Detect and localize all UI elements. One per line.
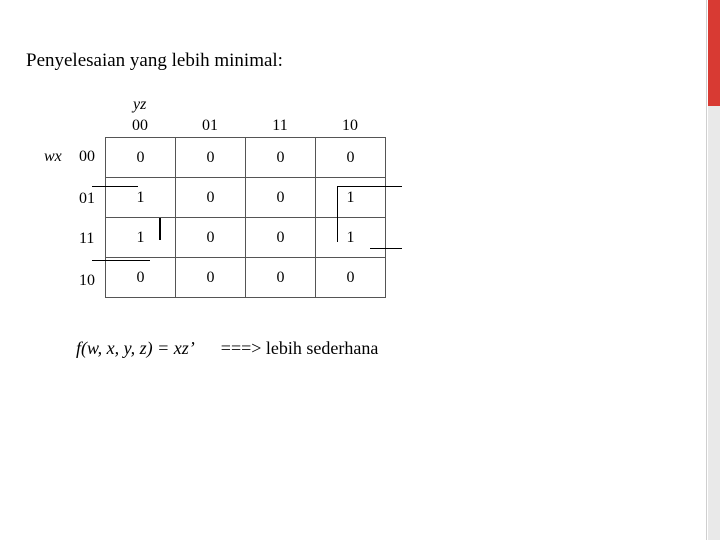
page-title: Penyelesaian yang lebih minimal: <box>26 50 283 71</box>
kmap-row-header: 11 <box>79 230 95 247</box>
kmap-cell: 0 <box>176 178 246 218</box>
kmap-cell: 0 <box>176 258 246 298</box>
slide-accent-bar <box>708 0 720 106</box>
group-left-top-line <box>92 186 138 187</box>
kmap-row-header: 01 <box>79 190 95 207</box>
kmap-column-variable: yz <box>133 96 147 113</box>
karnaugh-map <box>105 137 386 298</box>
kmap-cell: 0 <box>246 258 316 298</box>
kmap-cell: 0 <box>176 138 246 178</box>
kmap-cell: 0 <box>316 258 386 298</box>
kmap-cell: 0 <box>246 178 316 218</box>
slide-edge-line <box>706 0 707 540</box>
boolean-expression: f(w, x, y, z) = xz’ <box>76 338 195 358</box>
kmap-row-variable: wx <box>44 148 62 165</box>
kmap-cell: 1 <box>316 218 386 258</box>
kmap-row-header: 10 <box>79 272 95 289</box>
simplified-formula <box>76 338 378 359</box>
group-right-bottom-line <box>370 248 402 249</box>
kmap-col-header: 11 <box>272 117 288 134</box>
kmap-row-header: 00 <box>79 148 95 165</box>
kmap-cell: 1 <box>106 178 176 218</box>
kmap-cell: 0 <box>106 138 176 178</box>
kmap-row <box>106 258 386 298</box>
kmap-cell: 1 <box>316 178 386 218</box>
kmap-row <box>106 218 386 258</box>
group-right-bracket <box>337 186 338 242</box>
kmap-col-header: 01 <box>202 117 218 134</box>
kmap-row <box>106 178 386 218</box>
kmap-cell: 0 <box>176 218 246 258</box>
group-left-bracket <box>159 218 161 240</box>
kmap-col-header: 10 <box>342 117 358 134</box>
kmap-row <box>106 138 386 178</box>
formula-note: ===> lebih sederhana <box>220 338 379 358</box>
kmap-cell: 1 <box>106 218 176 258</box>
kmap-cell: 0 <box>246 218 316 258</box>
group-right-top-line <box>337 186 402 187</box>
kmap-cell: 0 <box>316 138 386 178</box>
kmap-cell: 0 <box>106 258 176 298</box>
kmap-cell: 0 <box>246 138 316 178</box>
kmap-col-header: 00 <box>132 117 148 134</box>
group-left-bottom-line <box>92 260 150 261</box>
